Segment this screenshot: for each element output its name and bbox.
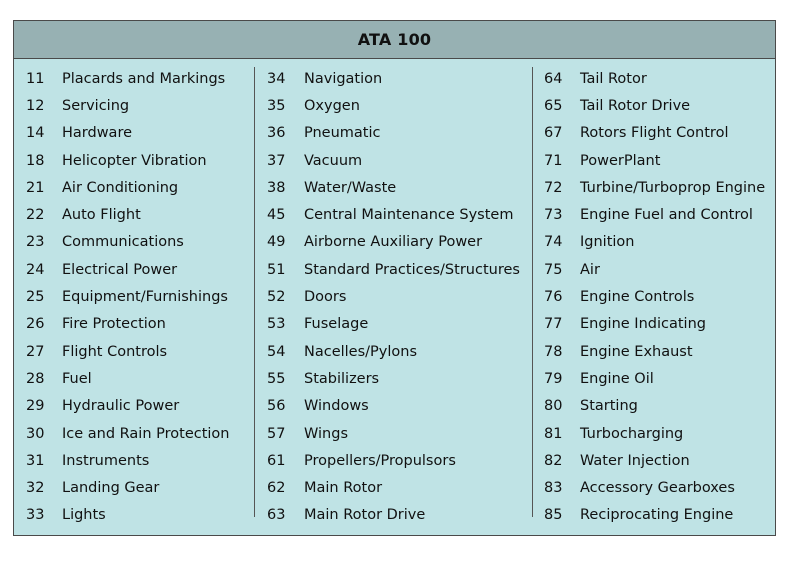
table-title: ATA 100: [357, 30, 432, 49]
table-row: [533, 201, 775, 228]
table-row: [14, 92, 255, 119]
chapter-code: 79: [544, 370, 563, 387]
chapter-name: Starting: [580, 398, 638, 415]
chapter-name: Wings: [304, 425, 348, 442]
chapter-name: Engine Controls: [580, 289, 695, 306]
table-row: [255, 65, 533, 92]
table-body: [14, 59, 775, 537]
chapter-name: Tail Rotor Drive: [580, 97, 691, 114]
table-row: [533, 256, 775, 283]
table-row: [533, 174, 775, 201]
chapter-name: Auto Flight: [62, 207, 141, 224]
chapter-code: 23: [26, 234, 45, 251]
chapter-name: PowerPlant: [580, 152, 661, 169]
table-row: [533, 92, 775, 119]
chapter-code: 54: [267, 343, 286, 360]
table-row: [14, 474, 255, 501]
table-row: [255, 447, 533, 474]
chapter-name: Standard Practices/Structures: [304, 261, 520, 278]
table-row: [255, 393, 533, 420]
chapter-code: 53: [267, 316, 286, 333]
chapter-code: 26: [26, 316, 45, 333]
chapter-name: Accessory Gearboxes: [580, 480, 735, 497]
chapter-name: Stabilizers: [304, 370, 380, 387]
chapter-name: Ice and Rain Protection: [62, 425, 230, 442]
chapter-name: Water/Waste: [304, 179, 397, 196]
chapter-code: 80: [544, 398, 563, 415]
chapter-name: Fire Protection: [62, 316, 166, 333]
chapter-code: 30: [26, 425, 45, 442]
chapter-name: Turbocharging: [580, 425, 684, 442]
table-row: [14, 201, 255, 228]
table-row: [14, 365, 255, 392]
chapter-name: Propellers/Propulsors: [304, 452, 456, 469]
chapter-code: 85: [544, 507, 563, 524]
table-row: [255, 92, 533, 119]
table-row: [533, 120, 775, 147]
table-row: [14, 229, 255, 256]
chapter-code: 67: [544, 125, 563, 142]
chapter-code: 24: [26, 261, 45, 278]
chapter-code: 34: [267, 70, 286, 87]
chapter-code: 73: [544, 207, 563, 224]
chapter-code: 11: [26, 70, 45, 87]
chapter-code: 56: [267, 398, 286, 415]
chapter-code: 61: [267, 452, 286, 469]
chapter-name: Navigation: [304, 70, 383, 87]
chapter-name: Equipment/Furnishings: [62, 289, 228, 306]
chapter-code: 37: [267, 152, 286, 169]
table-row: [14, 447, 255, 474]
table-row: [14, 65, 255, 92]
column-1: [14, 65, 255, 529]
chapter-code: 71: [544, 152, 563, 169]
ata-table: [13, 20, 776, 536]
table-row: [14, 147, 255, 174]
chapter-code: 33: [26, 507, 45, 524]
table-row: [533, 447, 775, 474]
table-row: [533, 311, 775, 338]
chapter-name: Servicing: [62, 97, 130, 114]
chapter-name: Helicopter Vibration: [62, 152, 207, 169]
table-row: [533, 147, 775, 174]
chapter-code: 38: [267, 179, 286, 196]
table-row: [533, 393, 775, 420]
chapter-code: 45: [267, 207, 286, 224]
chapter-name: Engine Oil: [580, 370, 654, 387]
chapter-code: 83: [544, 480, 563, 497]
chapter-code: 64: [544, 70, 563, 87]
table-row: [255, 201, 533, 228]
table-row: [14, 283, 255, 310]
chapter-code: 36: [267, 125, 286, 142]
chapter-code: 78: [544, 343, 563, 360]
table-row: [255, 502, 533, 529]
table-header: [14, 21, 775, 59]
chapter-name: Reciprocating Engine: [580, 507, 734, 524]
chapter-name: Nacelles/Pylons: [304, 343, 418, 360]
chapter-code: 25: [26, 289, 45, 306]
table-row: [14, 393, 255, 420]
chapter-name: Engine Exhaust: [580, 343, 693, 360]
chapter-code: 27: [26, 343, 45, 360]
chapter-name: Central Maintenance System: [304, 207, 514, 224]
chapter-name: Landing Gear: [62, 480, 160, 497]
chapter-name: Hardware: [62, 125, 133, 142]
table-row: [14, 502, 255, 529]
chapter-name: Placards and Markings: [62, 70, 226, 87]
chapter-name: Pneumatic: [304, 125, 381, 142]
chapter-name: Lights: [62, 507, 106, 524]
column-2: [255, 65, 533, 529]
chapter-code: 62: [267, 480, 286, 497]
chapter-name: Oxygen: [304, 97, 360, 114]
chapter-name: Doors: [304, 289, 347, 306]
chapter-code: 77: [544, 316, 563, 333]
table-row: [533, 502, 775, 529]
table-row: [255, 229, 533, 256]
chapter-code: 57: [267, 425, 286, 442]
table-row: [14, 256, 255, 283]
table-row: [255, 147, 533, 174]
chapter-code: 63: [267, 507, 286, 524]
chapter-name: Turbine/Turboprop Engine: [580, 179, 766, 196]
chapter-code: 14: [26, 125, 45, 142]
chapter-code: 72: [544, 179, 563, 196]
chapter-code: 51: [267, 261, 286, 278]
table-row: [255, 120, 533, 147]
table-row: [255, 283, 533, 310]
table-row: [255, 311, 533, 338]
chapter-name: Water Injection: [580, 452, 690, 469]
chapter-code: 75: [544, 261, 563, 278]
chapter-code: 65: [544, 97, 563, 114]
chapter-code: 81: [544, 425, 563, 442]
chapter-code: 49: [267, 234, 286, 251]
table-row: [14, 120, 255, 147]
chapter-code: 22: [26, 207, 45, 224]
chapter-name: Main Rotor: [304, 480, 383, 497]
chapter-name: Vacuum: [304, 152, 363, 169]
chapter-name: Ignition: [580, 234, 635, 251]
table-row: [533, 365, 775, 392]
table-row: [14, 338, 255, 365]
table-row: [255, 420, 533, 447]
table-row: [255, 474, 533, 501]
chapter-name: Fuel: [62, 370, 92, 387]
chapter-code: 31: [26, 452, 45, 469]
chapter-name: Electrical Power: [62, 261, 178, 278]
table-row: [14, 174, 255, 201]
chapter-code: 18: [26, 152, 45, 169]
chapter-name: Rotors Flight Control: [580, 125, 729, 142]
table-row: [14, 420, 255, 447]
table-row: [533, 474, 775, 501]
table-row: [255, 338, 533, 365]
chapter-name: Tail Rotor: [580, 70, 647, 87]
table-row: [255, 174, 533, 201]
chapter-code: 35: [267, 97, 286, 114]
chapter-code: 74: [544, 234, 563, 251]
chapter-name: Communications: [62, 234, 184, 251]
chapter-code: 21: [26, 179, 45, 196]
table-row: [533, 229, 775, 256]
chapter-name: Airborne Auxiliary Power: [304, 234, 483, 251]
chapter-code: 52: [267, 289, 286, 306]
chapter-name: Hydraulic Power: [62, 398, 180, 415]
chapter-name: Air Conditioning: [62, 179, 179, 196]
chapter-code: 76: [544, 289, 563, 306]
chapter-code: 28: [26, 370, 45, 387]
table-row: [255, 365, 533, 392]
chapter-name: Windows: [304, 398, 369, 415]
chapter-name: Instruments: [62, 452, 150, 469]
chapter-name: Engine Fuel and Control: [580, 207, 753, 224]
table-row: [533, 283, 775, 310]
chapter-name: Engine Indicating: [580, 316, 706, 333]
chapter-name: Air: [580, 261, 600, 278]
table-row: [14, 311, 255, 338]
chapter-code: 55: [267, 370, 286, 387]
chapter-code: 82: [544, 452, 563, 469]
table-row: [255, 256, 533, 283]
chapter-name: Main Rotor Drive: [304, 507, 426, 524]
table-row: [533, 65, 775, 92]
column-3: [533, 65, 775, 529]
table-row: [533, 420, 775, 447]
chapter-code: 32: [26, 480, 45, 497]
chapter-name: Fuselage: [304, 316, 369, 333]
chapter-code: 29: [26, 398, 45, 415]
chapter-code: 12: [26, 97, 45, 114]
chapter-name: Flight Controls: [62, 343, 168, 360]
table-row: [533, 338, 775, 365]
